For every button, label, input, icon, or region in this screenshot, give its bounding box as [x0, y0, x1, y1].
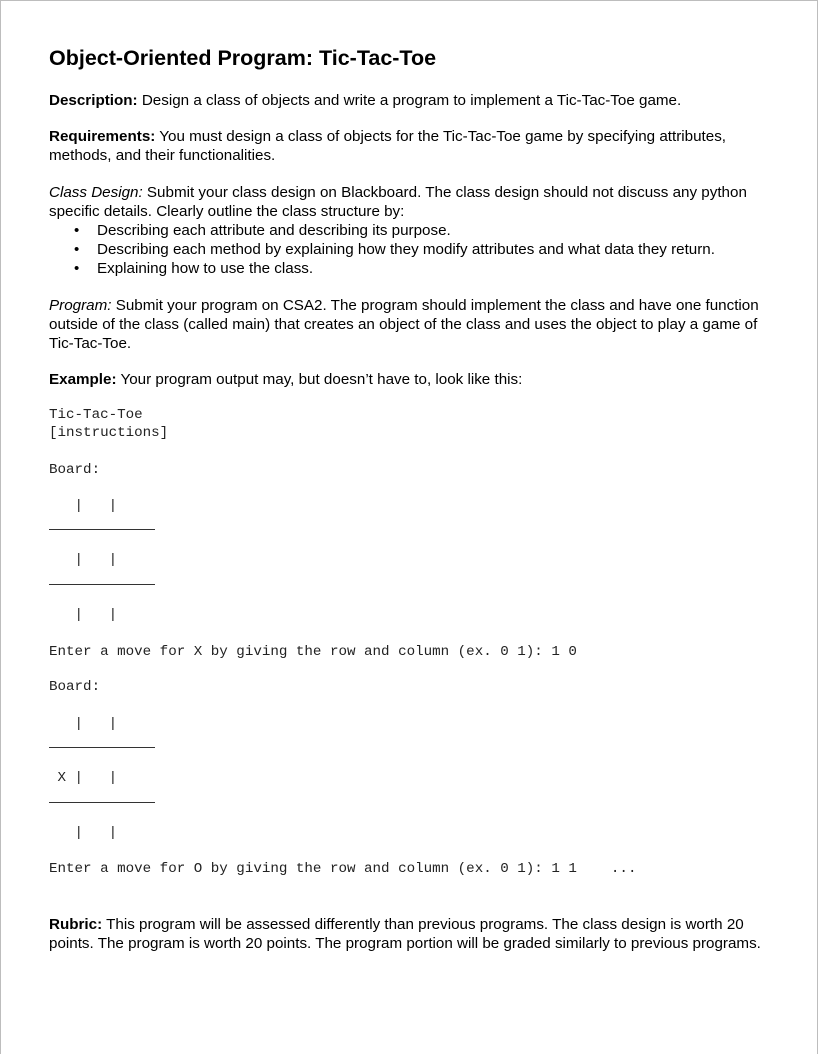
page-title: Object-Oriented Program: Tic-Tac-Toe [49, 46, 437, 70]
example-text: Your program output may, but doesn’t have to, look like this: [116, 371, 523, 388]
class-design-bullet: • Describing each attribute and describing its purpose. [49, 221, 779, 240]
class-design-bullets [49, 221, 779, 278]
program-text: Submit your program on CSA2. The program should implement the class and have one function outside of the class (called main) that creates an object of the class and uses the object to play a game of Tic-Tac-Toe. [49, 297, 759, 352]
description-section [49, 91, 779, 110]
board-divider [49, 747, 155, 748]
board-label: Board: [49, 679, 101, 695]
rubric-section [49, 915, 779, 953]
board-row: | | [49, 716, 118, 732]
board-row: | | [49, 498, 118, 514]
description-text: Design a class of objects and write a program to implement a Tic-Tac-Toe game. [137, 92, 682, 109]
requirements-section [49, 127, 779, 165]
board-row: | | [49, 607, 118, 623]
board-divider [49, 802, 155, 803]
board-label: Board: [49, 462, 101, 478]
class-design-text: Submit your class design on Blackboard. The class design should not discuss any python specific details. Clearly outline the class structure by: [49, 184, 747, 220]
class-design-label: Class Design: [49, 184, 143, 201]
output-instructions-line: [instructions] [49, 425, 169, 441]
class-design-bullet: • Explaining how to use the class. [49, 259, 779, 278]
program-label: Program: [49, 297, 112, 314]
example-section [49, 370, 779, 389]
description-label: Description: [49, 92, 138, 109]
rubric-text: This program will be assessed differently than previous programs. The class design is worth 20 points. The program is worth 20 points. The program portion will be graded similarly to previous programs. [49, 916, 761, 952]
move-prompt: Enter a move for O by giving the row and column (ex. 0 1): 1 1 ... [49, 861, 637, 877]
program-section [49, 296, 779, 353]
board-row: | | [49, 825, 118, 841]
board-divider [49, 529, 155, 530]
requirements-label: Requirements: [49, 128, 156, 145]
move-prompt: Enter a move for X by giving the row and column (ex. 0 1): 1 0 [49, 644, 577, 660]
output-header-line: Tic-Tac-Toe [49, 407, 143, 423]
class-design-section [49, 183, 779, 278]
requirements-text: You must design a class of objects for the Tic-Tac-Toe game by specifying attributes, methods, and their functionalities. [49, 128, 727, 164]
board-divider [49, 584, 155, 585]
rubric-label: Rubric: [49, 916, 103, 933]
board-row: X | | [49, 770, 118, 786]
example-label: Example: [49, 371, 117, 388]
class-design-bullet: • Describing each method by explaining how they modify attributes and what data they return. [49, 240, 779, 259]
board-row: | | [49, 552, 118, 568]
